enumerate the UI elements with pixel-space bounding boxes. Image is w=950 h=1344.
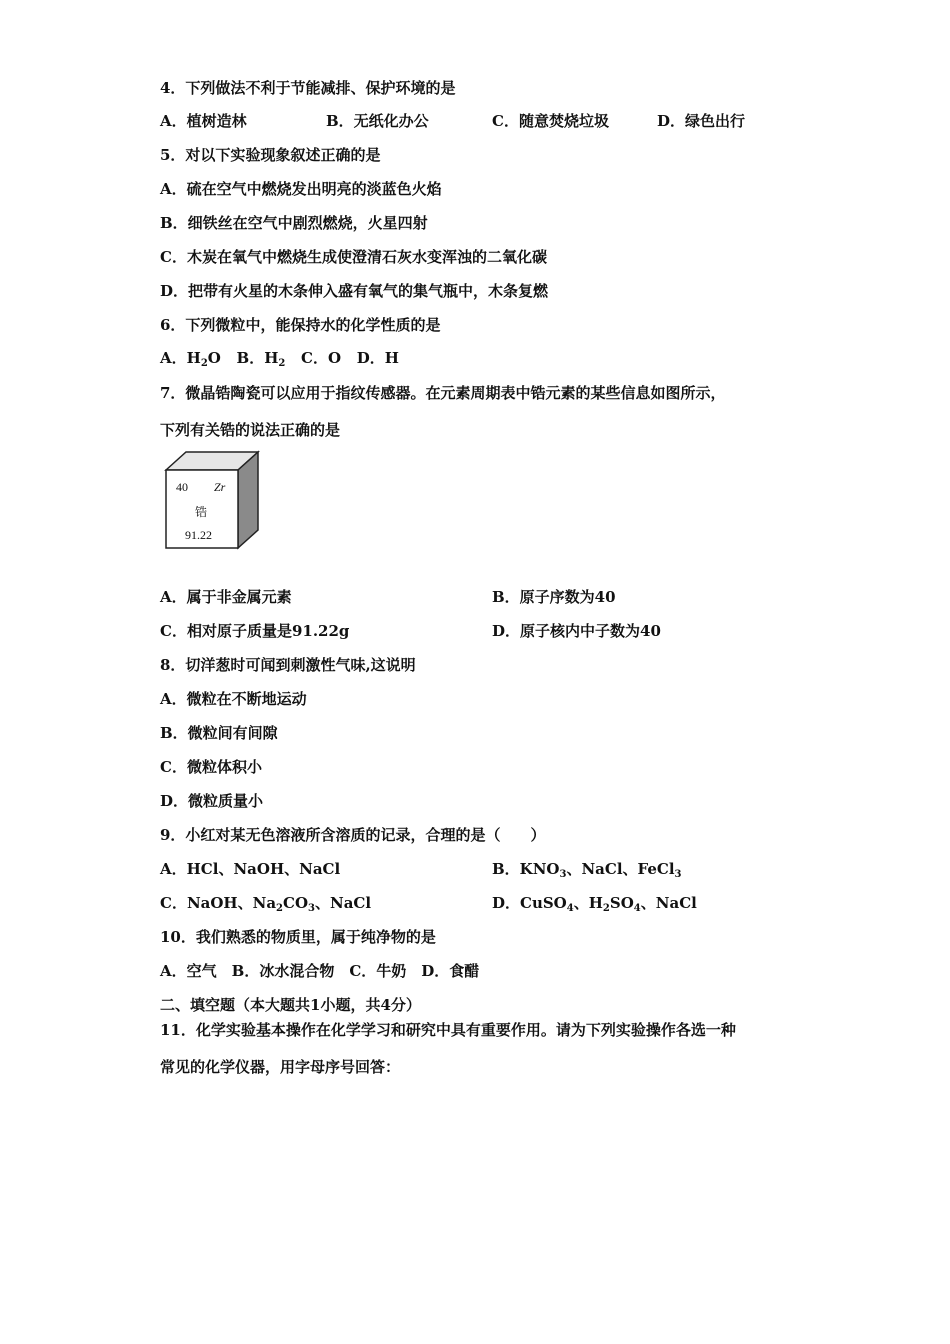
q9-option-b: B．$KNO_3$、NaCl、FeCl$_3$ [492, 860, 682, 880]
atomic-mass: 91.22 [185, 528, 212, 542]
q6-stem: 6．下列微粒中，能保持水的化学性质的是 [160, 316, 441, 334]
q8-option-b: B．微粒间有间隙 [160, 724, 278, 742]
q6-options [160, 348, 399, 368]
zirconium-element-card [158, 450, 262, 552]
q6-option-d: D．H [356, 349, 399, 367]
q5-option-d: D．把带有火星的木条伸入盛有氧气的集气瓶中，木条复燃 [160, 282, 549, 300]
q5-stem: 5．对以下实验现象叙述正确的是 [160, 146, 381, 164]
q4-option-b: B．无纸化办公 [326, 112, 429, 130]
q6-option-c: C．O [301, 349, 342, 367]
element-symbol: Zr [214, 480, 226, 494]
q7-option-a: A．属于非金属元素 [160, 588, 292, 606]
q7-stem-line2: 下列有关锆的说法正确的是 [160, 421, 341, 439]
section-heading: 二、填空题（本大题共1小题，共4分） [160, 996, 421, 1014]
q10-options: A．空气 B．冰水混合物 C．牛奶 D．食醋 [160, 962, 480, 980]
q9-stem: 9．小红对某无色溶液所含溶质的记录，合理的是（ ） [160, 826, 546, 844]
q8-option-c: C．微粒体积小 [160, 758, 262, 776]
q11-stem-line1: 11．化学实验基本操作在化学学习和研究中具有重要作用。请为下列实验操作各选一种 [160, 1021, 736, 1039]
q4-stem: 4．下列做法不利于节能减排、保护环境的是 [160, 79, 456, 97]
q5-option-c: C．木炭在氧气中燃烧生成使澄清石灰水变浑浊的二氧化碳 [160, 248, 547, 266]
q7-option-b: B．原子序数为40 [492, 588, 616, 606]
q9-option-c: C．NaOH、$Na_2CO_3$、NaCl [160, 894, 372, 914]
q4-option-c: C．随意焚烧垃圾 [492, 112, 609, 130]
q8-stem: 8．切洋葱时可闻到刺激性气味,这说明 [160, 656, 416, 674]
q8-option-a: A．微粒在不断地运动 [160, 690, 307, 708]
q6-option-a: A．$H_2O$ [160, 349, 221, 369]
q5-option-b: B．细铁丝在空气中剧烈燃烧，火星四射 [160, 214, 428, 232]
q4-option-d: D．绿色出行 [657, 112, 746, 130]
element-name: 锆 [195, 505, 208, 519]
q7-option-c: C．相对原子质量是91.22g [160, 622, 350, 640]
q7-option-d: D．原子核内中子数为40 [492, 622, 661, 640]
q6-option-b: B．$H_2$ [236, 349, 286, 369]
q7-stem-line1: 7．微晶锆陶瓷可以应用于指纹传感器。在元素周期表中锆元素的某些信息如图所示， [160, 384, 726, 402]
q9-option-a: A．HCl、NaOH、NaCl [160, 860, 341, 878]
q8-option-d: D．微粒质量小 [160, 792, 264, 810]
q9-option-d: D．CuSO$_4$、$H_2SO_4$、NaCl [492, 894, 697, 914]
q5-option-a: A．硫在空气中燃烧发出明亮的淡蓝色火焰 [160, 180, 442, 198]
q4-option-a: A．植树造林 [160, 112, 247, 130]
atomic-number: 40 [176, 480, 188, 494]
q10-stem: 10．我们熟悉的物质里，属于纯净物的是 [160, 928, 436, 946]
q11-stem-line2: 常见的化学仪器，用字母序号回答： [160, 1058, 401, 1076]
